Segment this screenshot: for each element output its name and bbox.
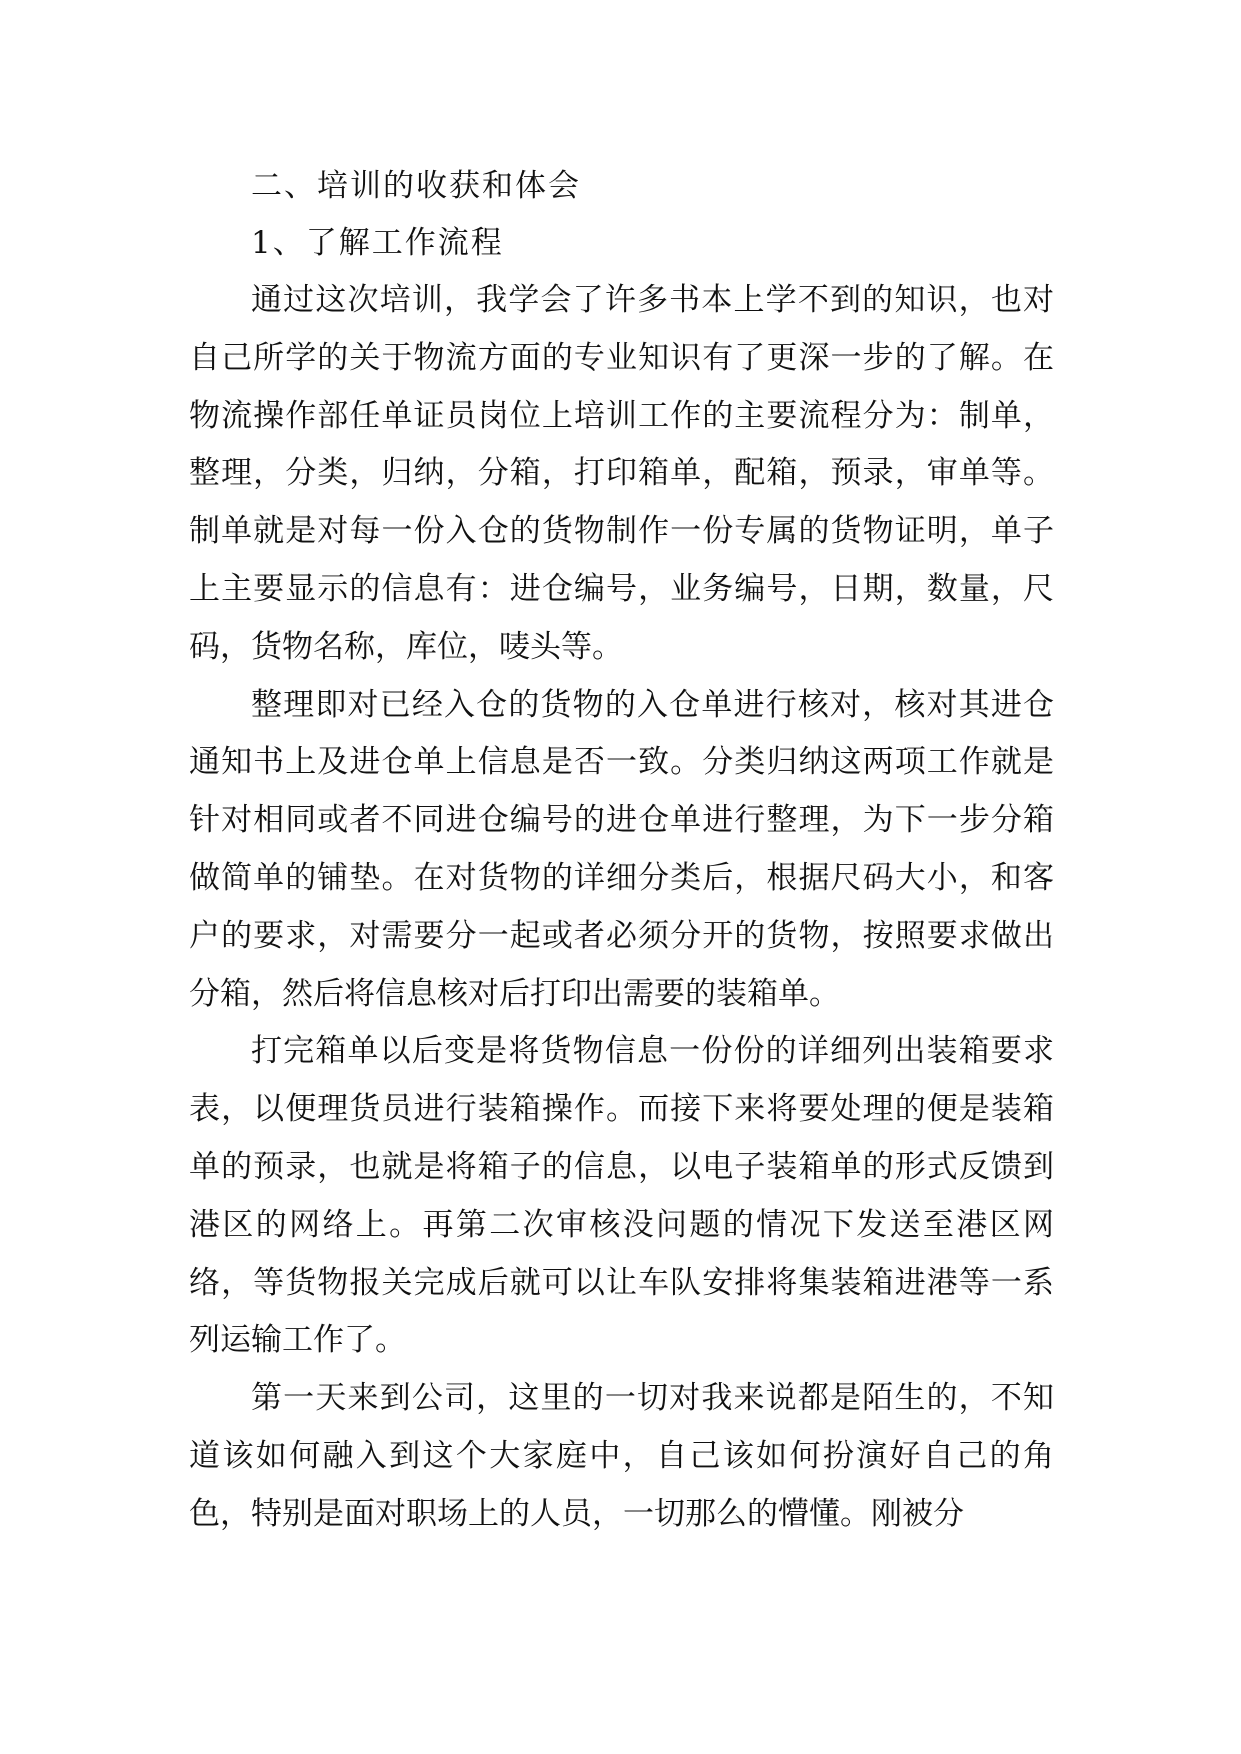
subsection-heading: 1、了解工作流程 xyxy=(251,225,504,261)
paragraph-sorting-packing: 整理即对已经入仓的货物的入仓单进行核对，核对其进仓通知书上及进仓单上信息是否一致。分类归纳这两项工作就是针对相同或者不同进仓编号的进仓单进行整理，为下一步分箱做简单的铺垫。在对货物的详细分类后，根据尺码大小，和客户的要求，对需要分一起或者必须分开的货物，按照要求做出分箱，然后将信息核对后打印出需要的装箱单。 xyxy=(189,686,1054,1012)
paragraph-workflow-overview: 通过这次培训，我学会了许多书本上学不到的知识，也对自己所学的关于物流方面的专业知识有了更深一步的了解。在物流操作部任单证员岗位上培训工作的主要流程分为：制单，整理，分类，归纳，分箱，打印箱单，配箱，预录，审单等。制单就是对每一份入仓的货物制作一份专属的货物证明，单子上主要显示的信息有：进仓编号，业务编号，日期，数量，尺码，货物名称，库位，唛头等。 xyxy=(189,282,1054,665)
paragraph-preentry-shipping: 打完箱单以后变是将货物信息一份份的详细列出装箱要求表，以便理货员进行装箱操作。而接下来将要处理的便是装箱单的预录，也就是将箱子的信息，以电子装箱单的形式反馈到港区的网络上。再第二次审核没问题的情况下发送至港区网络，等货物报关完成后就可以让车队安排将集装箱进港等一系列运输工作了。 xyxy=(189,1033,1054,1359)
section-heading: 二、培训的收获和体会 xyxy=(251,168,581,204)
document-body xyxy=(189,158,1054,1544)
paragraph-first-day: 第一天来到公司，这里的一切对我来说都是陌生的，不知道该如何融入到这个大家庭中，自己该如何扮演好自己的角色，特别是面对职场上的人员，一切那么的懵懂。刚被分 xyxy=(189,1380,1054,1532)
